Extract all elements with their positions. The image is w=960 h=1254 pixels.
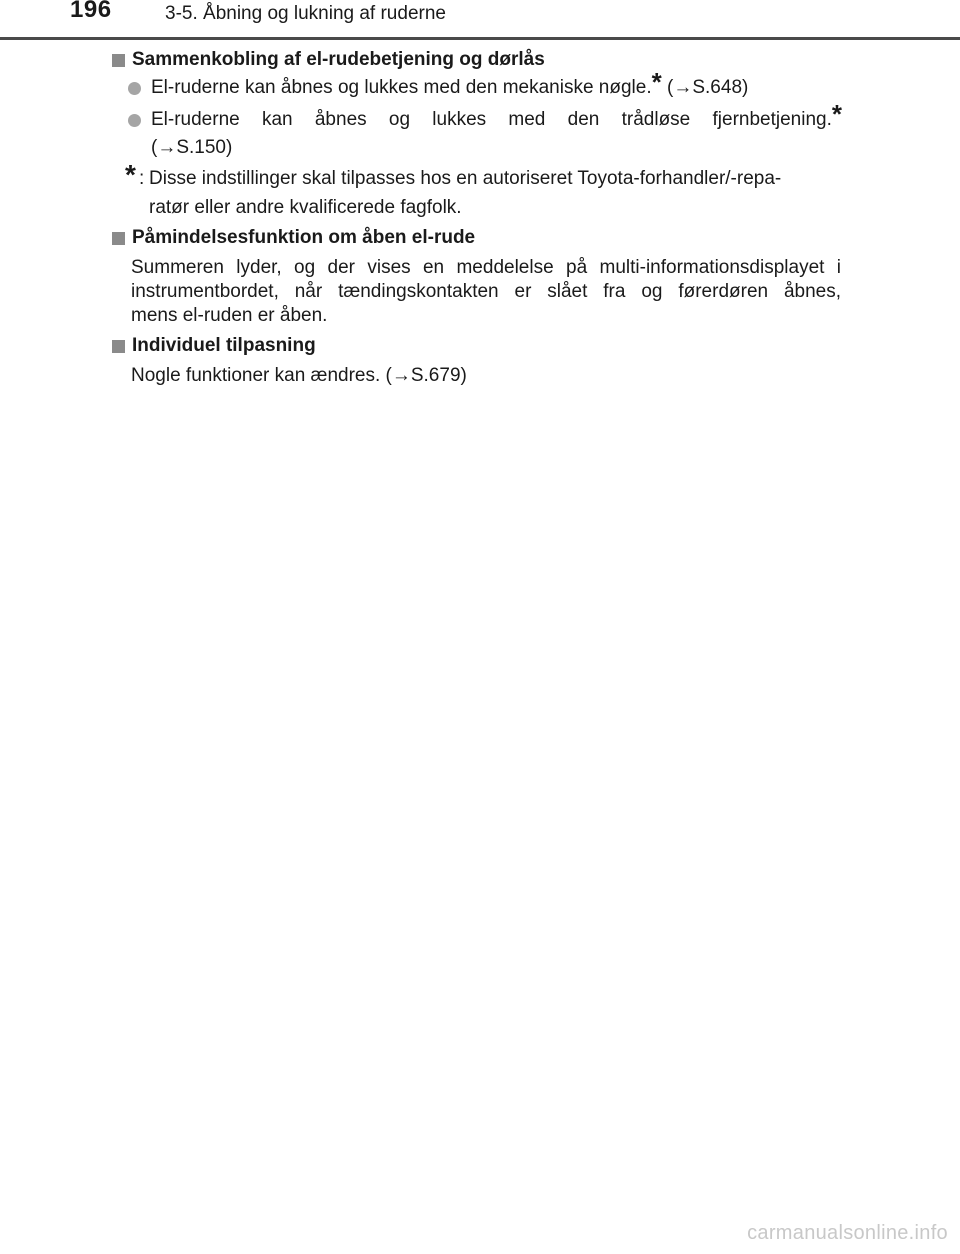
- page-header: [0, 0, 960, 40]
- square-bullet-icon: [112, 340, 125, 353]
- footnote-line: ratør eller andre kvalificerede fagfolk.: [149, 197, 462, 218]
- heading-text: Individuel tilpasning: [132, 335, 316, 356]
- paragraph-line: instrumentbordet, når tændingskontakten er slået fra og førerdøren åbnes,: [131, 281, 841, 302]
- footnote-line: Disse indstillinger skal tilpasses hos en autoriseret Toyota-forhandler/-repa-: [149, 168, 782, 189]
- heading-text: Sammenkobling af el-rudebetjening og dørlås: [132, 49, 545, 70]
- paragraph-line: Summeren lyder, og der vises en meddelelse på multi-informationsdisplayet i: [131, 257, 841, 278]
- header-rule: [0, 37, 960, 40]
- heading-text: Påmindelsesfunktion om åben el-rude: [132, 227, 476, 248]
- section-paragraph: [131, 256, 841, 328]
- section-title: 3-5. Åbning og lukning af ruderne: [165, 3, 446, 24]
- section-heading-2: [112, 227, 475, 249]
- footnote-marker: *: [831, 99, 842, 129]
- bullet-item-1: [112, 67, 842, 102]
- footnote-colon: :: [139, 168, 145, 189]
- circle-bullet-icon: [128, 82, 141, 95]
- bullet-item-2: [112, 99, 842, 162]
- footnote-asterisk: *: [125, 159, 136, 190]
- square-bullet-icon: [112, 232, 125, 245]
- footnote-marker: *: [651, 67, 662, 97]
- section-heading-3: [112, 335, 316, 357]
- watermark: carmanualsonline.info: [747, 1222, 948, 1244]
- section-heading-1: [112, 49, 545, 71]
- circle-bullet-icon: [128, 114, 141, 127]
- page-number: 196: [70, 0, 112, 23]
- bullet-text: El-ruderne kan åbnes og lukkes med den trådløse fjernbetjening.: [151, 109, 832, 130]
- page-reference: (→S.150): [151, 137, 233, 158]
- page-reference: (→S.648): [667, 77, 749, 98]
- bullet-text: El-ruderne kan åbnes og lukkes med den mekaniske nøgle.: [151, 77, 652, 98]
- section-paragraph: [131, 364, 841, 388]
- footnote: [125, 159, 840, 222]
- paragraph-line: mens el-ruden er åben.: [131, 305, 328, 326]
- square-bullet-icon: [112, 54, 125, 67]
- paragraph-line: Nogle funktioner kan ændres. (→S.679): [131, 365, 467, 386]
